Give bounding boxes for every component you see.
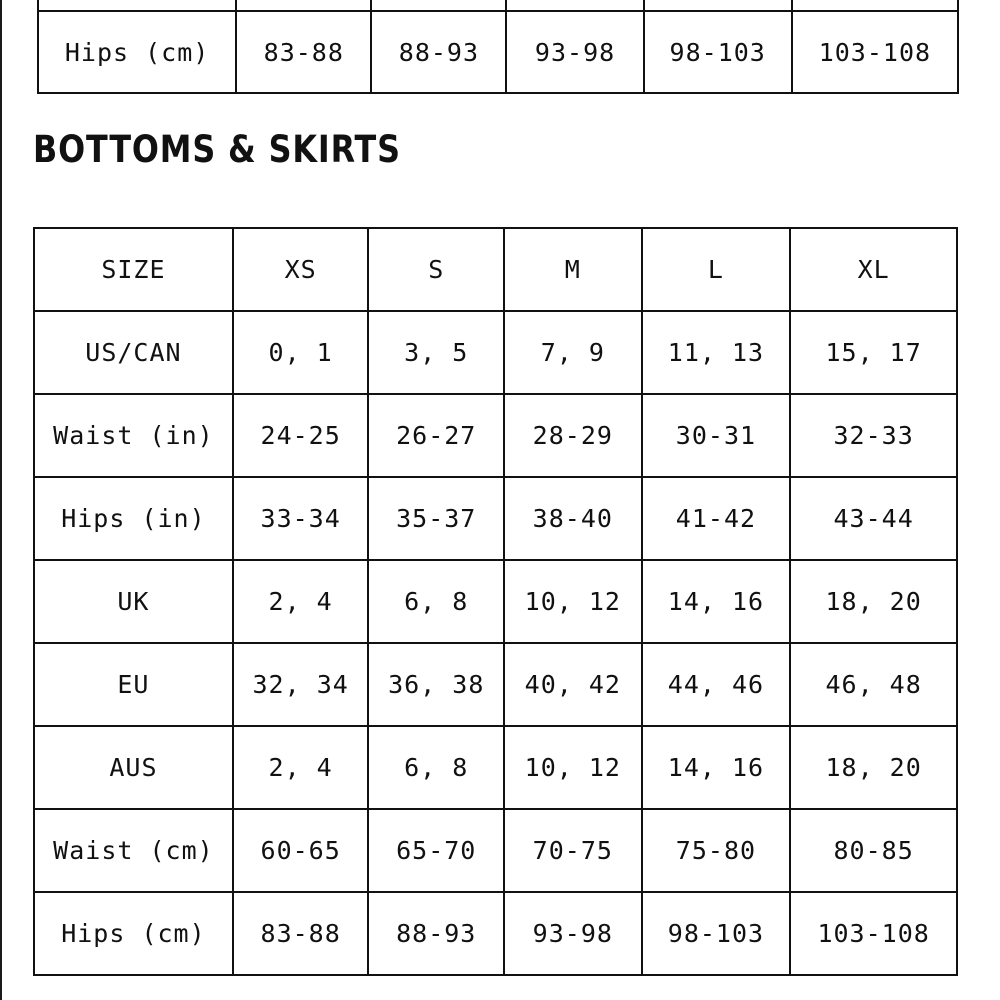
table-cell: 46, 48	[790, 643, 957, 726]
table-row	[34, 560, 957, 643]
table-cell: 33-34	[233, 477, 369, 560]
table-cell: 83-88	[236, 11, 371, 93]
row-label: UK	[34, 560, 233, 643]
table-cell: 10, 12	[504, 726, 642, 809]
header-cell: S	[368, 228, 504, 311]
bottoms-size-table	[33, 227, 958, 976]
table-cell: 18, 20	[790, 560, 957, 643]
table-cell	[38, 0, 236, 11]
table-cell: 35-37	[368, 477, 504, 560]
table-row	[34, 643, 957, 726]
table-cell: 98-103	[644, 11, 792, 93]
table-row	[34, 726, 957, 809]
table-row	[34, 477, 957, 560]
row-label: Hips (in)	[34, 477, 233, 560]
table-cell	[506, 0, 643, 11]
header-cell: XS	[233, 228, 369, 311]
header-cell: M	[504, 228, 642, 311]
table-cell: 32-33	[790, 394, 957, 477]
table-cell: 0, 1	[233, 311, 369, 394]
table-cell: 26-27	[368, 394, 504, 477]
table-cell: 2, 4	[233, 726, 369, 809]
table-cell	[236, 0, 371, 11]
table-row	[34, 809, 957, 892]
table-cell: 15, 17	[790, 311, 957, 394]
table-row	[38, 0, 958, 11]
table-cell: 7, 9	[504, 311, 642, 394]
table-header-row	[34, 228, 957, 311]
table-cell: 93-98	[504, 892, 642, 975]
table-cell: 14, 16	[642, 726, 791, 809]
table-cell: 41-42	[642, 477, 791, 560]
table-cell: 70-75	[504, 809, 642, 892]
table-cell: 93-98	[506, 11, 643, 93]
table-cell: 88-93	[371, 11, 506, 93]
table-row	[34, 311, 957, 394]
table-cell: 44, 46	[642, 643, 791, 726]
table-cell: 40, 42	[504, 643, 642, 726]
table-cell: 36, 38	[368, 643, 504, 726]
table-row	[34, 892, 957, 975]
table-row	[38, 11, 958, 93]
table-cell: 60-65	[233, 809, 369, 892]
table-cell: 80-85	[790, 809, 957, 892]
table-cell: 38-40	[504, 477, 642, 560]
table-cell: 28-29	[504, 394, 642, 477]
header-cell: XL	[790, 228, 957, 311]
table-cell: 6, 8	[368, 560, 504, 643]
table-cell: 24-25	[233, 394, 369, 477]
row-label: AUS	[34, 726, 233, 809]
table-cell: 10, 12	[504, 560, 642, 643]
table-cell: 65-70	[368, 809, 504, 892]
table-cell: 11, 13	[642, 311, 791, 394]
table-cell: 3, 5	[368, 311, 504, 394]
table-cell: 2, 4	[233, 560, 369, 643]
table-cell: 43-44	[790, 477, 957, 560]
table-cell: 98-103	[642, 892, 791, 975]
row-label: Waist (cm)	[34, 809, 233, 892]
table-cell: 88-93	[368, 892, 504, 975]
table-row	[34, 394, 957, 477]
section-title: BOTTOMS & SKIRTS	[33, 128, 401, 171]
table-cell: 103-108	[792, 11, 958, 93]
header-cell: SIZE	[34, 228, 233, 311]
table-cell	[792, 0, 958, 11]
table-cell: 18, 20	[790, 726, 957, 809]
row-label: Hips (cm)	[34, 892, 233, 975]
table-cell: 83-88	[233, 892, 369, 975]
table-cell: 6, 8	[368, 726, 504, 809]
table-cell: 14, 16	[642, 560, 791, 643]
size-table-previous	[37, 0, 959, 94]
page-left-border	[0, 0, 2, 1000]
row-label: Hips (cm)	[38, 11, 236, 93]
table-cell: 30-31	[642, 394, 791, 477]
table-cell	[644, 0, 792, 11]
table-cell: 32, 34	[233, 643, 369, 726]
table-cell: 75-80	[642, 809, 791, 892]
table-cell: 103-108	[790, 892, 957, 975]
table-cell	[371, 0, 506, 11]
row-label: EU	[34, 643, 233, 726]
header-cell: L	[642, 228, 791, 311]
row-label: Waist (in)	[34, 394, 233, 477]
row-label: US/CAN	[34, 311, 233, 394]
